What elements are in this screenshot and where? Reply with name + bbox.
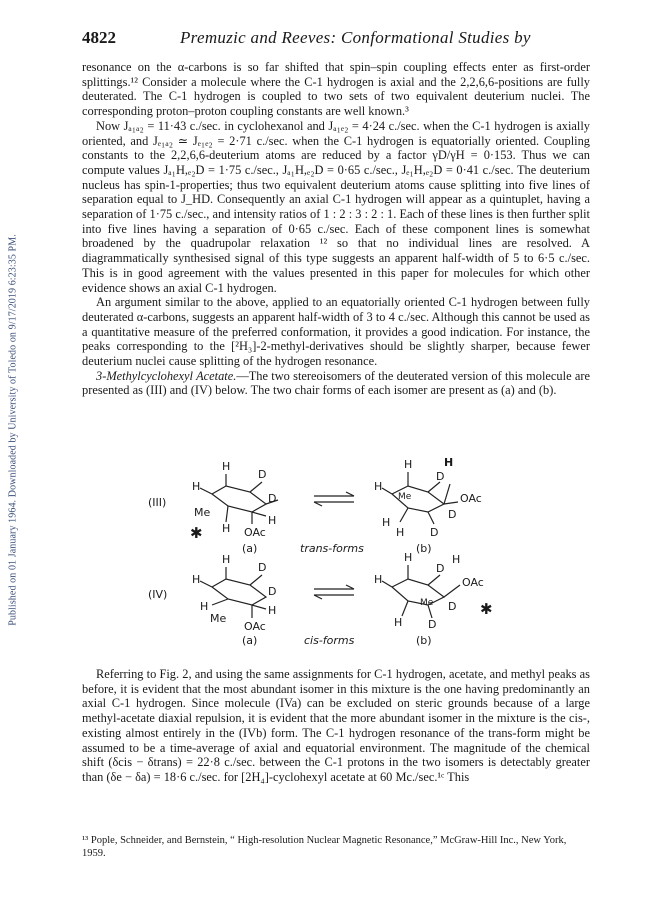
atom-H: H	[192, 480, 201, 493]
cis-forms-caption: cis-forms	[304, 634, 355, 647]
atom-H: H	[200, 600, 209, 613]
atom-D: D	[448, 600, 457, 613]
atom-Me: Me	[194, 506, 211, 519]
atom-OAc: OAc	[244, 526, 266, 539]
star-marker: ✱	[480, 600, 493, 618]
atom-D: D	[258, 561, 267, 574]
label-IIIb: (b)	[416, 542, 432, 555]
atom-H: H	[382, 516, 391, 529]
atom-OAc: OAc	[460, 492, 482, 505]
chair-conformations-figure	[82, 452, 590, 657]
atom-H: H	[374, 573, 383, 586]
atom-H: H	[452, 553, 461, 566]
paragraph-5: Referring to Fig. 2, and using the same assignments for C-1 hydrogen, acetate, and methyl peaks as before, it is evident that the most abundant isomer in this mixture is the one having predominantly an axial C-1 hydrogen. Since molecule (IVa) can be excluded on steric grounds because of a large methyl-acetate diaxial repulsion, it is evident that the more abundant isomer in the mixture is the cis-, existing almost entirely in the (IVb) form. The C-1 hydrogen resonance of the trans-form might be assumed to be a time-average of axial and equatorial environment. The magnitude of the chemical shift (δcis − δtrans) = 22·8 c./sec. between the C-1 protons in the two isomers is detectably greater than (δe − δa) = 18·6 c./sec. for [2H₄]-cyclohexyl acetate at 60 Mc./sec.¹ᶜ This	[82, 667, 590, 784]
atom-D: D	[436, 470, 445, 483]
running-title: Premuzic and Reeves: Conformational Studies by	[180, 28, 531, 47]
body-text-upper	[82, 60, 590, 398]
label-IIIa: (a)	[242, 542, 258, 555]
atom-OAc: OAc	[244, 620, 266, 633]
footnote: ¹³ Pople, Schneider, and Bernstein, “ High-resolution Nuclear Magnetic Resonance,” McGraw-Hill Inc., New York, 1959.	[82, 835, 567, 859]
atom-H: H	[404, 458, 413, 471]
atom-H: H	[394, 616, 403, 629]
atom-H: H	[396, 526, 405, 539]
atom-D: D	[430, 526, 439, 539]
label-IV: (IV)	[148, 588, 168, 601]
atom-H: H	[222, 553, 231, 566]
paragraph-3: An argument similar to the above, applied to an equatorially oriented C-1 hydrogen between fully deuterated α-carbons, suggests an apparent half-width of 3 to 4 c./sec. Although this cannot be used as a quantitative measure of the preferred conformation, it provides a good indication. For instance, the peaks corresponding to the [²H₃]-2-methyl-derivatives should be slightly sharper, because fewer deuterium nuclei cause splitting of the hydrogen resonance.	[82, 295, 590, 369]
section-heading: 3-Methylcyclohexyl Acetate.	[96, 368, 237, 383]
trans-forms-caption: trans-forms	[300, 542, 364, 555]
atom-H: H	[268, 604, 277, 617]
page-number: 4822	[82, 28, 116, 47]
star-marker: ✱	[190, 524, 203, 542]
atom-D: D	[268, 585, 277, 598]
paragraph-1: resonance on the α-carbons is so far shifted that spin–spin coupling effects enter as first-order splittings.¹² Consider a molecule where the C-1 hydrogen is axial and the 2,2,6,6-positions are fully deuterated. The C-1 hydrogen is coupled to two sets of two equivalent deuterium nuclei. The corresponding proton–proton coupling constants are well known.³	[82, 60, 590, 119]
atom-Me: Me	[398, 492, 412, 502]
atom-H: H	[268, 514, 277, 527]
atom-D: D	[448, 508, 457, 521]
paragraph-4	[82, 369, 590, 398]
atom-D: D	[258, 468, 267, 481]
paragraph-4-text: —The two stereoisomers of the deuterated version of this molecule are presented as (III) and (IV) below. The two chair forms of each isomer are present as (a) and (b).	[82, 368, 590, 398]
atom-D: D	[436, 562, 445, 575]
atom-H: H	[192, 573, 201, 586]
atom-Me: Me	[420, 598, 434, 608]
atom-H: H	[444, 456, 454, 469]
label-III: (III)	[148, 496, 167, 509]
atom-Me: Me	[210, 612, 227, 625]
atom-H: H	[404, 551, 413, 564]
paragraph-2: Now Jₐ₁ₐ₂ = 11·43 c./sec. in cyclohexanol and Jₐ₁ₑ₂ = 4·24 c./sec. when the C-1 hydrogen is axially oriented, and Jₑ₁ₐ₂ ≃ Jₑ₁ₑ₂ = 2·71 c./sec. when the C-1 hydrogen is equatorially oriented. Coupling constants to the 2,2,6,6-deuterium atoms are reduced by a factor γD/γH = 0·153. Thus we can compute values Jₐ₁H,ₑ₂D = 1·75 c./sec., Jₐ₁H,ₑ₂D = 0·65 c./sec., Jₑ₁H,ₑ₂D = 0·41 c./sec. The deuterium nucleus has spin-1-properties; thus two equivalent deuterium atoms cause splitting into five lines of separation equal to J_HD. Consequently an axial C-1 hydrogen will appear as a quintuplet, having a separation of 1·75 c./sec., and intensity ratios of 1 : 2 : 3 : 2 : 1. Each of these lines is then further split into five lines having a separation of 0·65 c./sec. Each of these component lines is somewhat broadened by the quadrupolar relaxation ¹² so that no individual lines are resolved. A diagrammatically synthesised signal of this type suggests an apparent half-width of 5 to 6·5 c./sec. This is in good agreement with the values presented in this paper for molecules for which other evidence shows an axial C-1 hydrogen.	[82, 118, 590, 295]
body-text-lower	[82, 667, 590, 785]
page-header	[82, 28, 590, 52]
atom-H: H	[374, 480, 383, 493]
download-watermark-text: Published on 01 January 1964. Downloaded by University of Toledo on 9/17/2019 6:23:35 PM.	[7, 234, 19, 626]
atom-OAc: OAc	[462, 576, 484, 589]
atom-H: H	[222, 522, 231, 535]
label-IVb: (b)	[416, 634, 432, 647]
atom-D: D	[268, 492, 277, 505]
label-IVa: (a)	[242, 634, 258, 647]
atom-H: H	[222, 460, 231, 473]
atom-D: D	[428, 618, 437, 631]
download-watermark	[6, 150, 20, 710]
